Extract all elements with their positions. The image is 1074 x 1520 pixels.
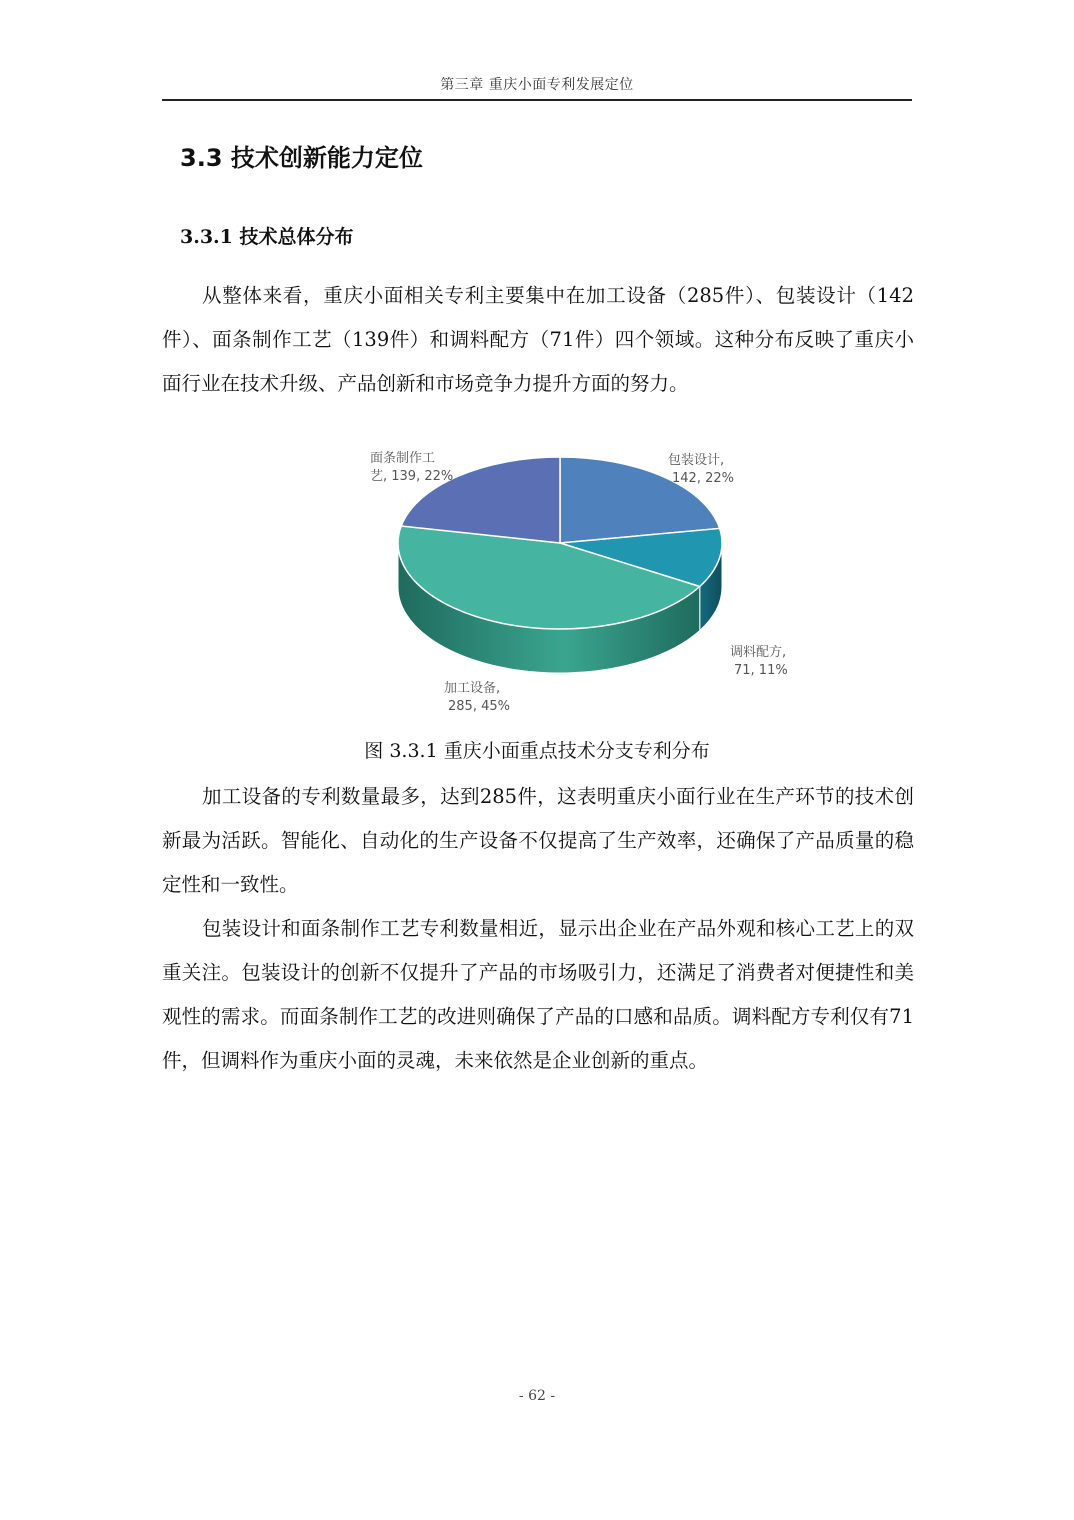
paragraph-equipment: 加工设备的专利数量最多，达到285件，这表明重庆小面行业在生产环节的技术创新最为活跃。智能化、自动化的生产设备不仅提高了生产效率，还确保了产品质量的稳定性和一致性。 xyxy=(162,785,914,896)
paragraph-packaging-process: 包装设计和面条制作工艺专利数量相近，显示出企业在产品外观和核心工艺上的双重关注。包装设计的创新不仅提升了产品的市场吸引力，还满足了消费者对便捷性和美观性的需求。而面条制作工艺的改进则确保了产品的口感和品质。调料配方专利仅有71件，但调料作为重庆小面的灵魂，未来依然是企业创新的重点。 xyxy=(162,917,914,1072)
pie-chart-svg xyxy=(340,438,788,723)
pie-label-加工设备: 加工设备, 285, 45% xyxy=(444,681,510,714)
pie-chart xyxy=(340,438,788,723)
pie-label-面条制作工艺: 面条制作工艺, 139, 22% xyxy=(370,451,454,484)
section-title: 3.3 技术创新能力定位 xyxy=(180,144,423,172)
pie-label-包装设计: 包装设计, 142, 22% xyxy=(668,453,734,486)
subsection-title: 3.3.1 技术总体分布 xyxy=(180,226,354,248)
page-header: 第三章 重庆小面专利发展定位 xyxy=(440,77,634,93)
figure-caption: 图 3.3.1 重庆小面重点技术分支专利分布 xyxy=(364,740,710,762)
header-rule xyxy=(162,99,912,101)
pie-label-调料配方: 调料配方, 71, 11% xyxy=(730,645,788,678)
paragraph-overview: 从整体来看，重庆小面相关专利主要集中在加工设备（285件）、包装设计（142件）、面条制作工艺（139件）和调料配方（71件）四个领域。这种分布反映了重庆小面行业在技术升级、产品创新和市场竞争力提升方面的努力。 xyxy=(162,284,914,395)
page-number: - 62 - xyxy=(518,1388,556,1404)
